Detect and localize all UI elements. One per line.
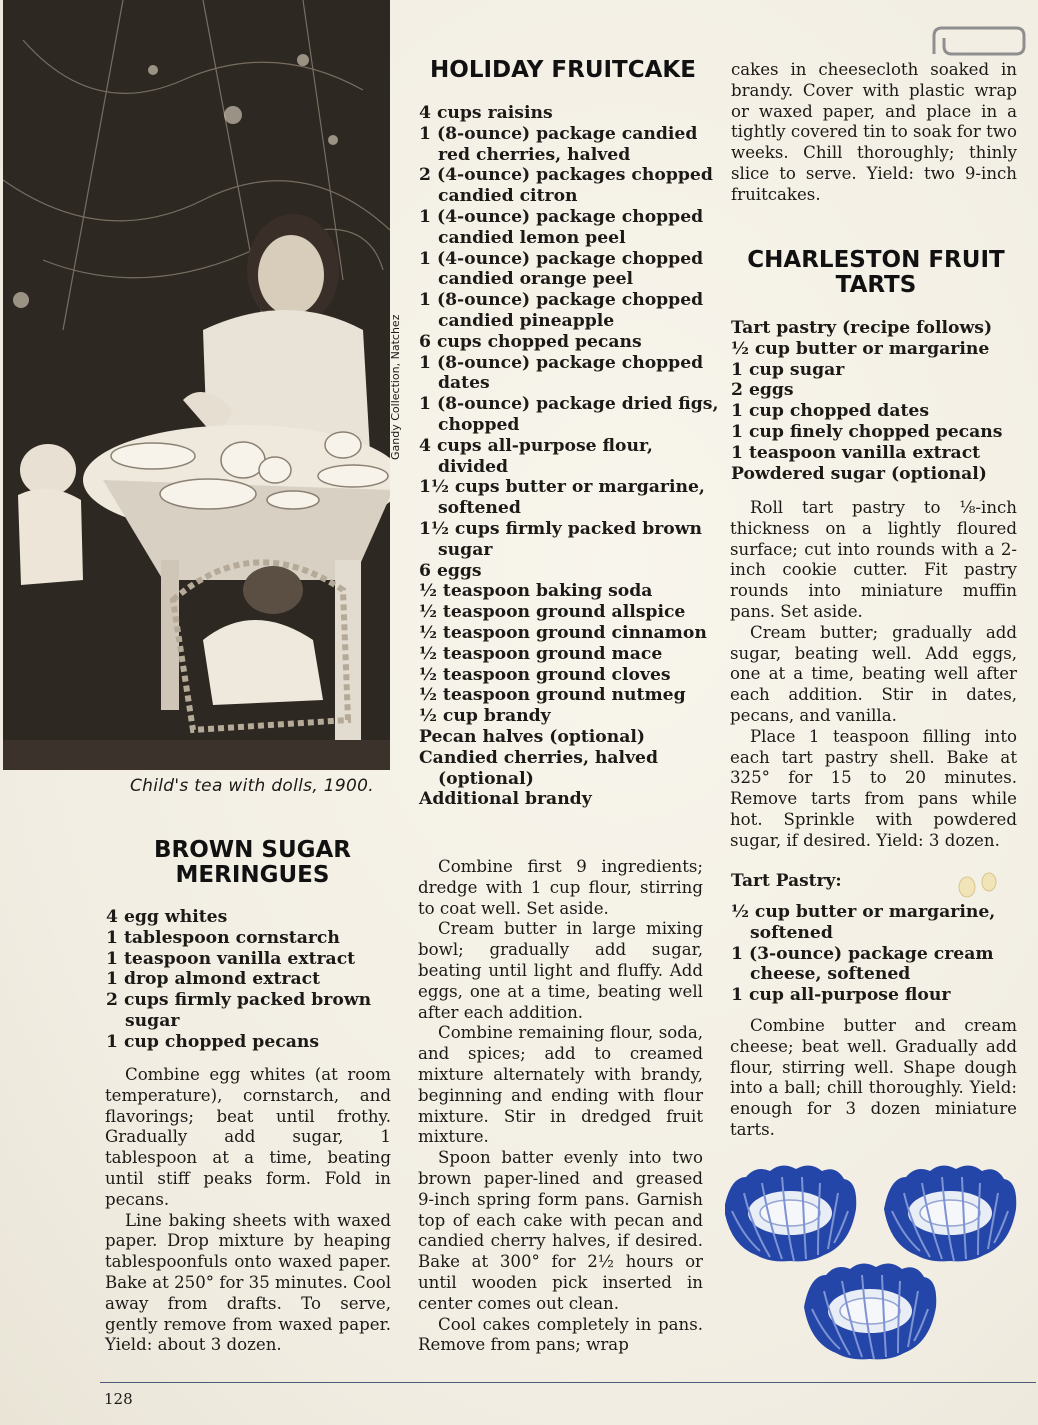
nut-decoration-icon	[955, 872, 1001, 898]
ingredient-line: 1 cup chopped pecans	[106, 1031, 320, 1052]
ingredient-line: 1 (3-ounce) package cream cheese, softened	[731, 943, 994, 985]
fruitcake-title: HOLIDAY FRUITCAKE	[430, 57, 696, 83]
direction-paragraph: Combine remaining flour, soda, and spices; add to creamed mixture alternately with brandy, beginning and ending with flour mixture. Stir in dredged fruit mixture.	[418, 1023, 703, 1147]
ingredient-line: 1½ cups firmly packed brown sugar	[419, 518, 703, 560]
ingredient-line: 4 cups raisins	[419, 103, 553, 123]
ingredient-line: 1 (8-ounce) package candied red cherries, halved	[419, 123, 698, 165]
ingredient-line: ½ cup butter or margarine	[731, 338, 990, 359]
ingredient-line: 1 (8-ounce) package chopped candied pineapple	[419, 290, 704, 331]
ingredient-line: Candied cherries, halved (optional)	[419, 747, 659, 789]
photo-caption: Child's tea with dolls, 1900.	[130, 776, 374, 796]
fruitcake-directions	[418, 857, 703, 1356]
ingredient-line: Additional brandy	[419, 789, 592, 810]
ingredient-line: ½ teaspoon ground cinnamon	[419, 622, 707, 643]
tarts-title	[732, 248, 1020, 298]
tarts-ingredients	[731, 318, 1021, 484]
ingredient-line: ½ teaspoon baking soda	[419, 581, 653, 602]
direction-paragraph: Combine egg whites (at room temperature), cornstarch, and flavorings; beat until frothy. Gradually add sugar, 1 tablespoon at a time, beating until stiff peaks form. Fold in pecans.	[105, 1065, 391, 1209]
ingredient-line: 1 (4-ounce) package chopped candied lemon peel	[419, 206, 704, 248]
page-number: 128	[104, 1390, 133, 1408]
direction-paragraph: Roll tart pastry to ⅛-inch thickness on a lightly floured surface; cut into rounds with a 2-inch cookie cutter. Fit pastry rounds into miniature muffin pans. Set aside.	[730, 498, 1017, 621]
ingredient-line: ½ cup butter or margarine, softened	[731, 902, 996, 943]
ingredient-line: 4 cups all-purpose flour, divided	[419, 435, 653, 477]
ingredient-line: 2 (4-ounce) packages chopped candied citron	[419, 165, 713, 207]
ingredient-line: 1 cup finely chopped pecans	[731, 421, 1003, 442]
paperclip-icon	[928, 24, 1028, 64]
ingredient-line: 1 teaspoon vanilla extract	[106, 948, 356, 969]
ingredient-line: 1 (8-ounce) package dried figs, chopped	[419, 394, 719, 435]
fruitcake-continued	[731, 60, 1017, 206]
direction-paragraph: cakes in cheesecloth soaked in brandy. Cover with plastic wrap or waxed paper, and place in a tightly covered tin to soak for two weeks. Chill thoroughly; thinly slice to serve. Yield: two 9-inch fruitcakes.	[731, 60, 1017, 204]
direction-paragraph: Line baking sheets with waxed paper. Drop mixture by heaping tablespoonfuls onto waxed paper. Bake at 250° for 35 minutes. Cool away from drafts. To serve, gently remove from waxed paper. Yield: about 3 dozen.	[105, 1210, 391, 1355]
tarts-title-line1: CHARLESTON FRUIT	[747, 247, 1005, 273]
ingredient-line: 6 eggs	[419, 560, 482, 581]
tart-tins-illustration	[725, 1165, 1025, 1370]
ingredient-line: 1½ cups butter or margarine, softened	[419, 477, 705, 519]
ingredient-line: 1 (4-ounce) package chopped candied orange peel	[419, 248, 704, 290]
ingredient-line: 1 tablespoon cornstarch	[106, 927, 340, 948]
ingredient-line: Pecan halves (optional)	[419, 726, 646, 747]
vintage-photo	[3, 0, 390, 770]
ingredient-line: ½ teaspoon ground cloves	[419, 664, 671, 685]
meringues-title-line2: MERINGUES	[175, 862, 330, 888]
meringues-title	[110, 838, 395, 888]
fruitcake-ingredients	[419, 103, 719, 810]
photo-credit: Gandy Collection, Natchez	[389, 314, 402, 460]
photo-illustration	[3, 0, 390, 770]
meringues-directions	[105, 1065, 391, 1356]
pastry-ingredients	[731, 902, 1021, 1006]
tarts-directions	[730, 498, 1017, 852]
ingredient-line: 1 teaspoon vanilla extract	[731, 442, 981, 463]
ingredient-line: Tart pastry (recipe follows)	[731, 318, 993, 338]
direction-paragraph: Combine butter and cream cheese; beat well. Gradually add flour, stirring well. Shape dough into a ball; chill thoroughly. Yield: enough for 3 dozen miniature tarts.	[730, 1016, 1017, 1139]
direction-paragraph: Cream butter; gradually add sugar, beating well. Add eggs, one at a time, beating well after each addition. Stir in dates, pecans, and vanilla.	[730, 622, 1017, 725]
direction-paragraph: Spoon batter evenly into two brown paper-lined and greased 9-inch spring form pans. Garnish top of each cake with pecan and candied cherry halves, if desired. Bake at 300° for 2½ hours or until wooden pick inserted in center comes out clean.	[418, 1148, 703, 1313]
ingredient-line: ½ cup brandy	[419, 706, 551, 727]
ingredient-line: 1 cup chopped dates	[731, 401, 930, 422]
ingredient-line: ½ teaspoon ground nutmeg	[419, 685, 686, 706]
ingredient-line: 2 cups firmly packed brown sugar	[106, 990, 372, 1031]
ingredient-line: 1 (8-ounce) package chopped dates	[419, 352, 704, 394]
ingredient-line: ½ teaspoon ground mace	[419, 643, 663, 664]
meringues-title-line1: BROWN SUGAR	[153, 837, 352, 863]
ingredient-line: 6 cups chopped pecans	[419, 331, 642, 352]
ingredient-line: 1 cup sugar	[731, 359, 845, 380]
ingredient-line: Powdered sugar (optional)	[731, 463, 987, 484]
direction-paragraph: Cool cakes completely in pans. Remove from pans; wrap	[418, 1314, 703, 1355]
ingredient-line: 1 cup all-purpose flour	[731, 985, 951, 1006]
pastry-title: Tart Pastry:	[731, 871, 842, 891]
page-footer-rule	[100, 1382, 1036, 1383]
ingredient-line: 4 egg whites	[106, 907, 228, 927]
direction-paragraph: Cream butter in large mixing bowl; gradually add sugar, beating until light and fluffy. Add eggs, one at a time, beating well after each addition.	[418, 919, 703, 1022]
ingredient-line: 1 drop almond extract	[106, 969, 321, 990]
pastry-directions	[730, 1016, 1017, 1141]
direction-paragraph: Place 1 teaspoon filling into each tart pastry shell. Bake at 325° for 15 to 20 minutes. Remove tarts from pans while hot. Sprinkle with powdered sugar, if desired. Yield: 3 dozen.	[730, 726, 1017, 850]
tarts-title-line2: TARTS	[835, 272, 917, 298]
direction-paragraph: Combine first 9 ingredients; dredge with 1 cup flour, stirring to coat well. Set aside.	[418, 857, 703, 918]
ingredient-line: ½ teaspoon ground allspice	[419, 602, 686, 623]
meringues-ingredients	[106, 907, 396, 1053]
ingredient-line: 2 eggs	[731, 380, 794, 401]
